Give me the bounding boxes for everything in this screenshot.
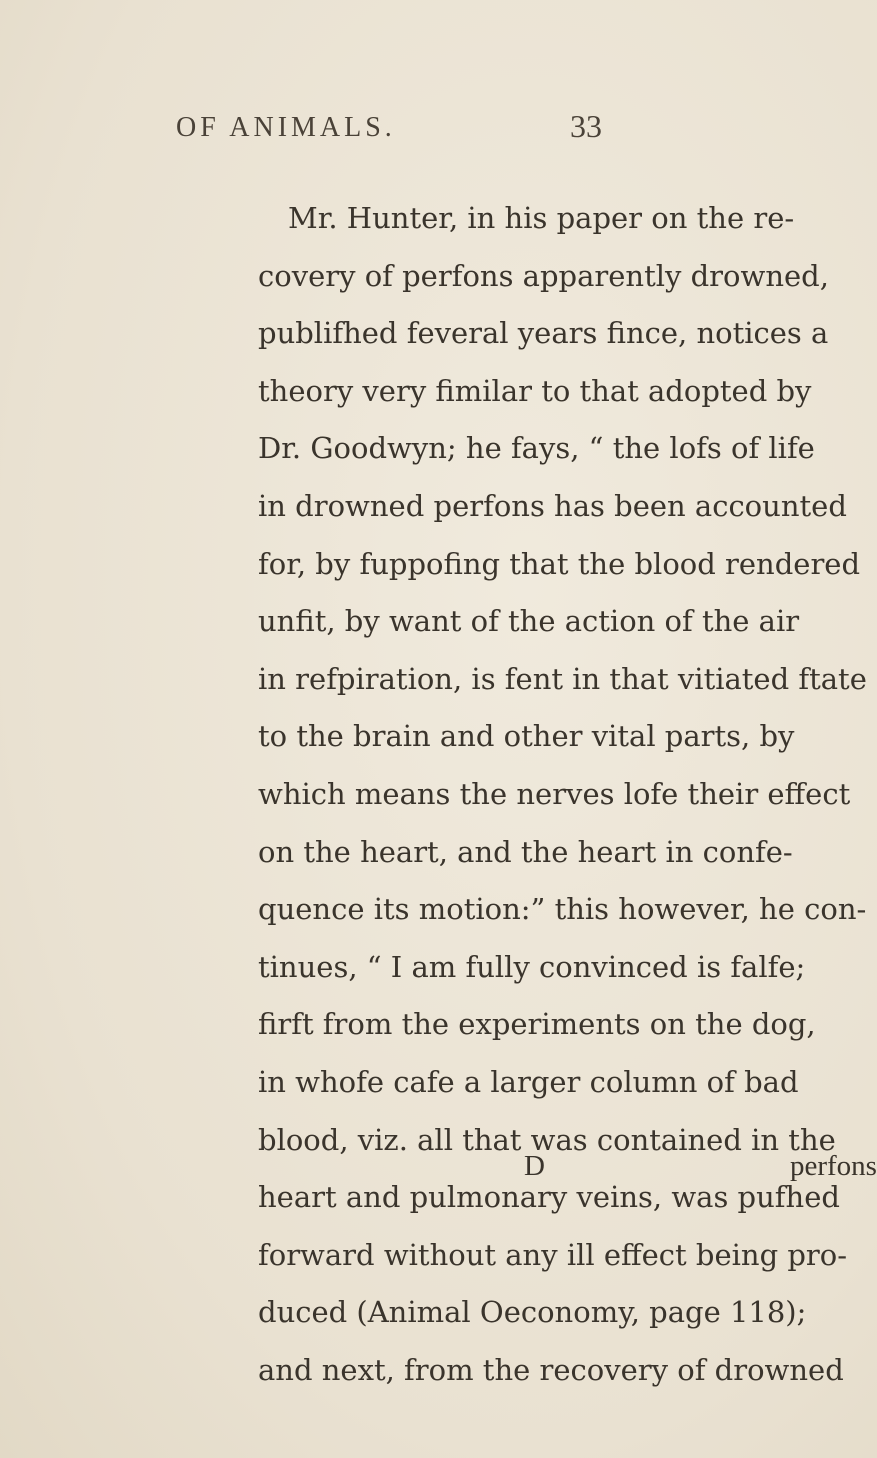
page-number: 33: [570, 108, 602, 144]
text-line: blood, viz. all that was contained in the: [258, 1122, 836, 1157]
text-line: forward without any ill effect being pro-: [258, 1237, 848, 1272]
signature-mark: D: [524, 1150, 545, 1182]
text-line: firft from the experiments on the dog,: [258, 1007, 816, 1042]
text-line: quence its motion:” this however, he con-: [258, 892, 867, 927]
text-line: for, by fuppofing that the blood rendered: [258, 546, 861, 581]
running-head: [176, 108, 606, 152]
text-line: publifhed feveral years fince, notices a: [258, 316, 829, 351]
catchword: perfons: [790, 1150, 877, 1182]
text-line: and next, from the recovery of drowned: [258, 1352, 844, 1387]
text-line: heart and pulmonary veins, was pufhed: [258, 1180, 840, 1215]
text-line: Dr. Goodwyn; he fays, “ the lofs of life: [258, 431, 815, 466]
text-line: on the heart, and the heart in confe-: [258, 834, 793, 869]
text-line: Mr. Hunter, in his paper on the re-: [288, 201, 795, 235]
text-line: in drowned perfons has been accounted: [258, 488, 847, 523]
text-line: unfit, by want of the action of the air: [258, 604, 800, 639]
text-line: which means the nerves lofe their effect: [258, 776, 851, 811]
body-text: [258, 190, 867, 1399]
text-line: duced (Animal Oeconomy, page 118);: [258, 1295, 807, 1330]
text-line: covery of perfons apparently drowned,: [258, 258, 829, 293]
text-line: to the brain and other vital parts, by: [258, 719, 795, 754]
running-title: OF ANIMALS.: [176, 112, 396, 143]
text-line: theory very fimilar to that adopted by: [258, 373, 812, 408]
text-line: tinues, “ I am fully convinced is falfe;: [258, 949, 806, 984]
text-line: in whofe cafe a larger column of bad: [258, 1064, 799, 1099]
text-line: in refpiration, is fent in that vitiated ftate: [258, 661, 867, 696]
